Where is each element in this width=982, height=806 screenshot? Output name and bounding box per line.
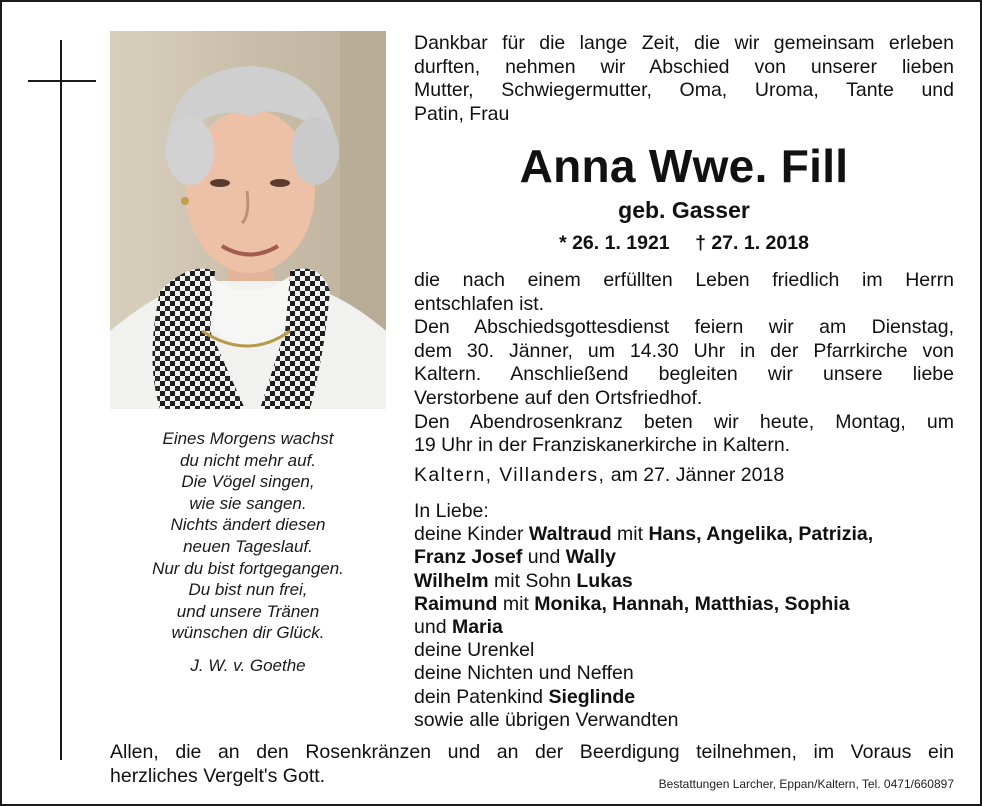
place-names: Kaltern, Villanders, (414, 464, 606, 486)
thanks-line: herzliches Vergelt's Gott. (110, 765, 326, 787)
death-date: † 27. 1. 2018 (695, 232, 809, 254)
family-line: deine Nichten und Neffen (414, 662, 634, 685)
poem-line: Eines Morgens wachst (162, 429, 334, 448)
family-line: sowie alle übrigen Verwandten (414, 708, 679, 731)
body-line: Kaltern. Anschließend begleiten wir unsere liebe (414, 363, 954, 386)
notice-date: am 27. Jänner 2018 (605, 464, 785, 486)
poem-line: neuen Tageslauf. (183, 536, 313, 556)
intro-line: Dankbar für die lange Zeit, die wir gemeinsam erleben (414, 32, 954, 54)
place-and-date (414, 463, 954, 487)
birth-date: * 26. 1. 1921 (559, 232, 670, 254)
body-line: 19 Uhr in der Franziskanerkirche in Kaltern. (414, 434, 791, 457)
body-line: Den Abendrosenkranz beten wir heute, Montag, um (414, 410, 954, 433)
portrait-photo (110, 31, 386, 409)
family-line: dein Patenkind Sieglinde (414, 685, 636, 708)
body-line: Den Abschiedsgottesdienst feiern wir am Dienstag, (414, 316, 954, 339)
poem-line: wie sie sangen. (189, 493, 307, 513)
deceased-name: Anna Wwe. Fill (519, 140, 849, 192)
portrait-illustration (110, 31, 386, 409)
body-line: entschlafen ist. (414, 292, 545, 315)
cross-symbol-vertical (60, 40, 62, 760)
poem-line: Die Vögel singen, (181, 472, 315, 492)
poem-line: Du bist nun frei, (188, 580, 308, 600)
family-line: Franz Josef und Wally (414, 546, 616, 569)
family-line: deine Urenkel (414, 639, 535, 662)
intro-line: Mutter, Schwiegermutter, Oma, Uroma, Tante und (414, 79, 954, 102)
cross-symbol-horizontal (28, 80, 96, 82)
poem-line: Nur du bist fortgegangen. (152, 558, 344, 578)
life-dates (414, 230, 954, 256)
poem-line: du nicht mehr auf. (179, 450, 317, 470)
body-line: Verstorbene auf den Ortsfriedhof. (414, 386, 703, 409)
thanks-line: Allen, die an den Rosenkränzen und an der Beerdigung teilnehmen, im Voraus ein (110, 741, 954, 763)
family-line: und Maria (414, 615, 503, 638)
undertaker-credit: Bestattungen Larcher, Eppan/Kaltern, Tel. 0471/660897 (658, 777, 954, 791)
poem-line: wünschen dir Glück. (171, 623, 325, 643)
service-text (414, 269, 954, 458)
family-line: Wilhelm mit Sohn Lukas (414, 569, 633, 592)
poem-line: Nichts ändert diesen (170, 515, 326, 535)
intro-line: Patin, Frau (414, 102, 510, 125)
poem-line: und unsere Tränen (176, 601, 320, 621)
family-line: Raimund mit Monika, Hannah, Matthias, Sophia (414, 592, 850, 615)
poem (110, 428, 386, 677)
family-line: deine Kinder Waltraud mit Hans, Angelika, Patrizia, (414, 523, 874, 546)
intro-line: durften, nehmen wir Abschied von unserer lieben (414, 55, 954, 78)
intro-text (414, 32, 954, 126)
maiden-name: geb. Gasser (618, 197, 750, 223)
body-line: dem 30. Jänner, um 14.30 Uhr in der Pfarrkirche von (414, 339, 954, 362)
body-line: die nach einem erfüllten Leben friedlich im Herrn (414, 269, 954, 291)
in-liebe-heading: In Liebe: (414, 500, 489, 522)
family-list (414, 500, 974, 732)
poem-author: J. W. v. Goethe (190, 655, 306, 675)
